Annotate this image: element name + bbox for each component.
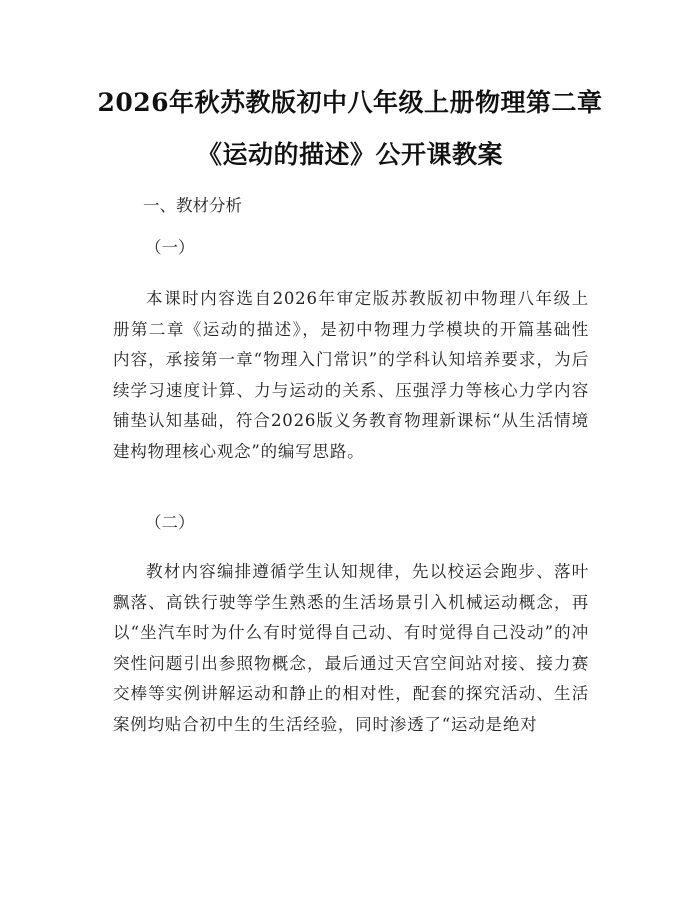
subsection-heading-2: （二） (145, 513, 195, 532)
section-heading: 一、教材分析 (143, 196, 242, 215)
document-title-line1: 2026年秋苏教版初中八年级上册物理第二章 (97, 88, 603, 117)
paragraph-2: 教材内容编排遵循学生认知规律，先以校运会跑步、落叶飘落、高铁行驶等学生熟悉的生活场景引入机械运动概念，再以“坐汽车时为什么有时觉得自己动、有时觉得自己没动”的冲突性问题引出参照物概念，最后通过天宫空间站对接、接力赛交棒等实例讲解运动和静止的相对性，配套的探究活动、生活案例均贴合初中生的生活经验，同时渗透了“运动是绝对 (113, 562, 589, 734)
document-title-line2: 《运动的描述》公开课教案 (196, 140, 503, 169)
subsection-heading-1: （一） (145, 238, 195, 257)
paragraph-1: 本课时内容选自2026年审定版苏教版初中物理八年级上册第二章《运动的描述》，是初中物理力学模块的开篇基础性内容，承接第一章“物理入门常识”的学科认知培养要求，为后续学习速度计算、力与运动的关系、压强浮力等核心力学内容铺垫认知基础，符合2026版义务教育物理新课标“从生活情境建构物理核心观念”的编写思路。 (113, 289, 589, 461)
